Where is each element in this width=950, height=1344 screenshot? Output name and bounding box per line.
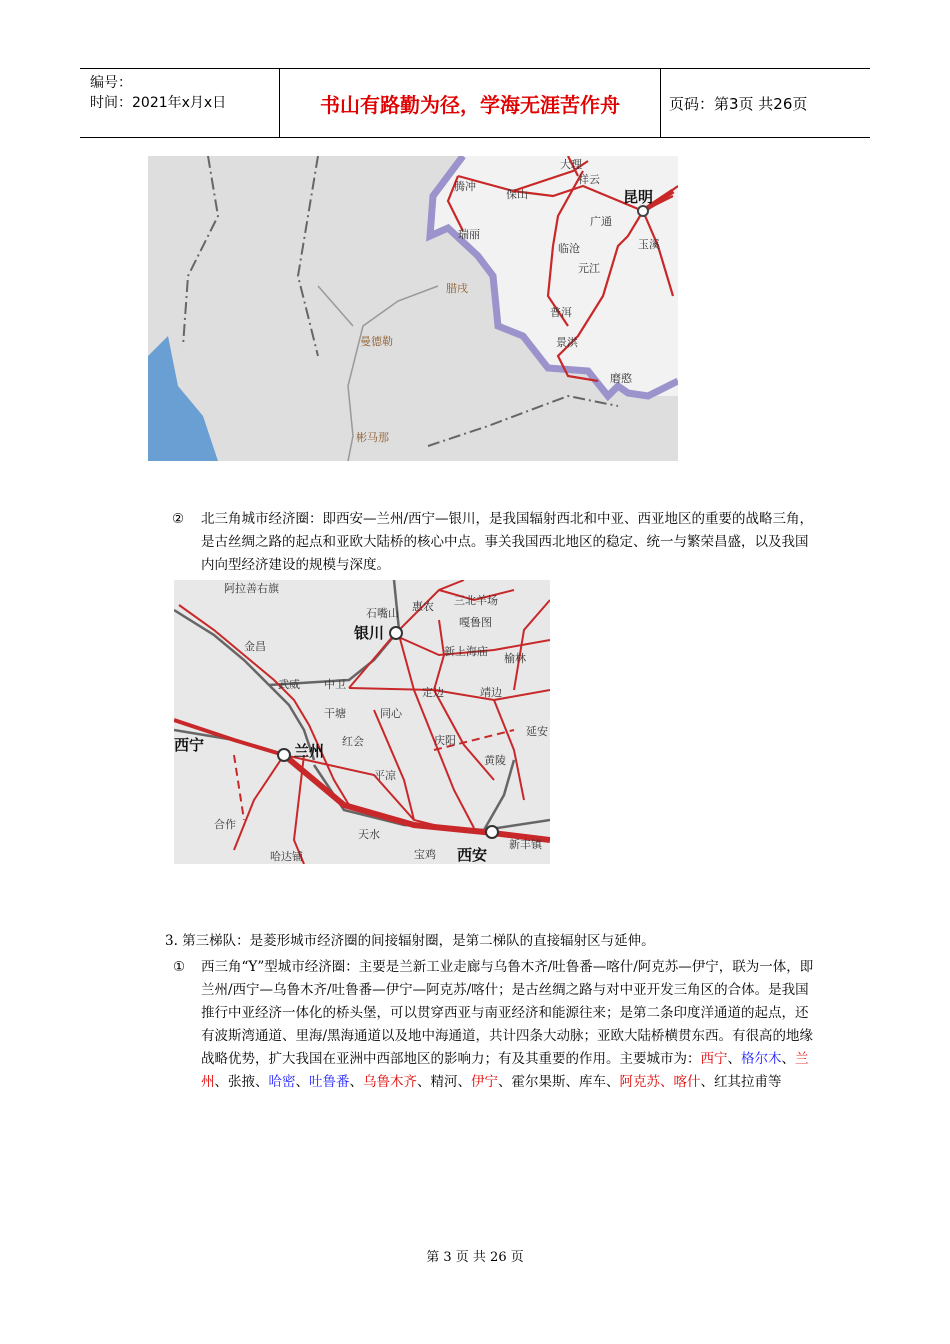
map1-label: 腊戌 — [446, 282, 468, 295]
section-third-tier-heading: 3. 第三梯队：是菱形城市经济圈的间接辐射圈，是第二梯队的直接辐射区与延伸。 — [165, 933, 655, 949]
city-name: 、张掖、 — [214, 1074, 269, 1090]
city-name: 、 — [727, 1051, 741, 1067]
section-text — [201, 956, 815, 1094]
map1-label: 昆明 — [623, 188, 654, 206]
map1-label: 临沧 — [558, 242, 580, 255]
map1-label: 广通 — [590, 215, 612, 228]
city-name: 、精河、 — [417, 1074, 471, 1090]
map2-label: 平凉 — [374, 769, 396, 782]
map2-label: 榆林 — [504, 652, 526, 665]
sea-area — [148, 336, 218, 461]
map1-label: 普洱 — [550, 306, 572, 319]
city-name: 伊宁 — [471, 1074, 498, 1090]
header-meta — [80, 69, 280, 137]
map2-label: 新上海庙 — [444, 645, 488, 658]
border-dashed — [428, 396, 618, 446]
page-header — [80, 68, 870, 138]
city-name: 、红其拉甫等 — [700, 1074, 782, 1090]
map2-label: 石嘴山 — [366, 607, 399, 620]
section-body: 西三角“Y”型城市经济圈：主要是兰新工业走廊与乌鲁木齐/吐鲁番—喀什/阿克苏—伊宁，联为一体，即兰州/西宁—乌鲁木齐/吐鲁番—伊宁—阿克苏/喀什；是古丝绸之路与对中亚开发三角区的合体。是我国推行中亚经济一体化的桥头堡，可以贯穿西亚与南亚经济和能源往来；是第二条印度洋通道的起点，还有波斯湾通道、里海/黑海通道以及地中海通道，共计四条大动脉；亚欧大陆桥横贯东西。有很高的地缘战略优势，扩大我国在亚洲中西部地区的影响力；有及其重要的作用。主要城市为： — [201, 959, 814, 1067]
map1-label: 大理 — [560, 158, 582, 171]
map2-label: 靖边 — [480, 686, 502, 699]
map1-label: 腾冲 — [454, 180, 476, 193]
railway-map-yunnan — [148, 156, 678, 461]
map2-label: 宝鸡 — [414, 848, 436, 861]
city-dot-lanzhou — [278, 749, 290, 761]
map2-label: 银川 — [354, 624, 385, 642]
border-dashed — [298, 156, 318, 356]
map2-label: 三北羊场 — [454, 594, 498, 607]
city-name: 、 — [781, 1051, 795, 1067]
map1-label: 彬马那 — [356, 431, 389, 444]
rail-gray — [174, 580, 550, 830]
city-name: 乌鲁木齐 — [363, 1074, 417, 1090]
map2-label: 同心 — [380, 707, 402, 720]
map2-label: 定边 — [422, 686, 444, 699]
page-footer: 第 3 页 共 26 页 — [426, 1250, 524, 1265]
header-motto: 书山有路勤为径，学海无涯苦作舟 — [280, 69, 661, 137]
map2-label: 庆阳 — [434, 734, 456, 747]
map2-label: 天水 — [358, 828, 380, 841]
railway-map-northwest — [174, 580, 550, 864]
section-num: ① — [173, 959, 186, 975]
city-name: 哈密 — [268, 1074, 296, 1090]
map1-label: 景洪 — [556, 336, 578, 349]
map2-label: 西宁 — [174, 736, 205, 754]
map1-label: 祥云 — [578, 173, 600, 186]
map2-label: 哈达铺 — [270, 850, 303, 863]
map2-label: 金昌 — [244, 640, 266, 653]
map2-label: 黄陵 — [484, 754, 506, 767]
section-west-triangle — [175, 956, 815, 1094]
map2-label: 合作 — [214, 818, 236, 831]
map2-label: 阿拉善右旗 — [224, 582, 279, 595]
map2-label: 延安 — [526, 725, 548, 738]
doc-number-label: 编号： — [90, 75, 132, 91]
map2-label: 惠农 — [412, 600, 434, 613]
map1-label: 玉溪 — [638, 238, 660, 251]
header-page-label: 页码：第3页 共26页 — [669, 94, 808, 113]
city-name: 、 — [349, 1074, 363, 1090]
section-num: ② — [172, 511, 185, 527]
city-name: 格尔木 — [741, 1051, 782, 1067]
city-dot-yinchuan — [390, 627, 402, 639]
section-text: 北三角城市经济圈：即西安—兰州/西宁—银川，是我国辐射西北和中亚、西亚地区的重要的战略三角，是古丝绸之路的起点和亚欧大陆桥的核心中点。事关我国西北地区的稳定、统一与繁荣昌盛，以及我国内向型经济建设的规模与深度。 — [201, 511, 814, 573]
railway-map-yunnan-svg — [148, 156, 678, 461]
city-name: 阿克苏、喀什 — [619, 1074, 701, 1090]
map1-label: 磨憨 — [610, 372, 632, 385]
doc-date-label: 时间：2021年x月x日 — [90, 95, 227, 111]
map2-label: 红会 — [342, 735, 364, 748]
city-dot-xian — [486, 826, 498, 838]
rail-planned — [234, 755, 244, 820]
city-name: 、 — [295, 1074, 309, 1090]
map1-label: 曼德勒 — [360, 335, 393, 348]
map2-label: 武威 — [278, 678, 300, 691]
section-north-triangle — [172, 508, 815, 577]
city-name: 西宁 — [700, 1051, 728, 1067]
map1-label: 元江 — [578, 262, 600, 275]
map2-label: 嘎鲁图 — [459, 616, 492, 629]
border-dashed — [183, 156, 218, 346]
map2-label: 中卫 — [324, 678, 346, 691]
map2-label: 兰州 — [294, 742, 325, 760]
city-dot-kunming — [638, 206, 648, 216]
map2-label: 西安 — [457, 846, 488, 864]
map1-label: 瑞丽 — [458, 228, 480, 241]
city-name: 、霍尔果斯、库车、 — [498, 1074, 620, 1090]
city-name: 吐鲁番 — [309, 1074, 350, 1090]
rail-gray — [318, 286, 353, 326]
map2-label: 干塘 — [324, 707, 346, 720]
map1-label: 保山 — [506, 188, 528, 201]
map2-label: 新丰镇 — [509, 838, 542, 851]
city-name: 兰州 — [201, 1051, 809, 1090]
